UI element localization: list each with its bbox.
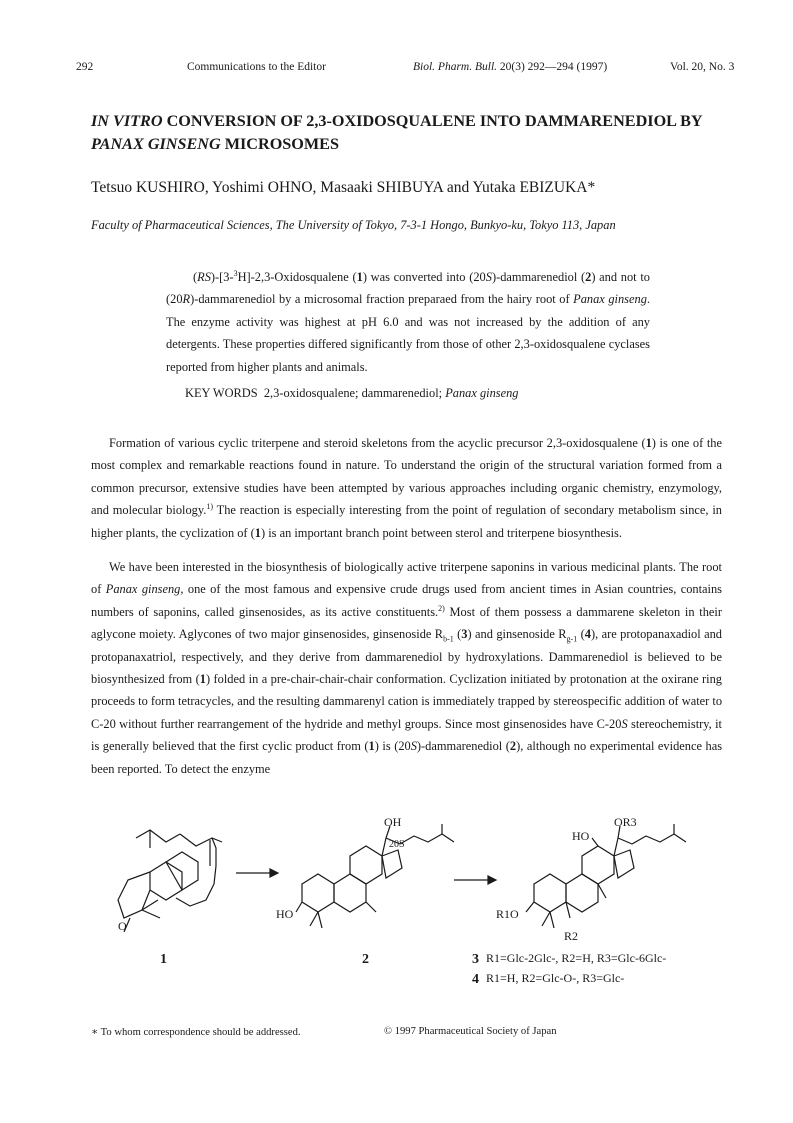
species-name: Panax ginseng, [105,582,184,597]
epoxide-o: O [118,919,127,933]
volume-label: Vol. 20, No. 3 [670,61,735,73]
compound-ref: 2 [509,739,517,754]
page-number: 292 [76,61,94,73]
abstract-text: )-[3- [210,270,234,284]
compound-ref: 1 [356,270,363,284]
para-text: ) and ginsenoside R [467,627,567,642]
abstract-rs: RS [197,270,211,284]
abstract-text: . The enzyme activity was highest at pH 6.0 and was not increased by the addition of any detergents. These properties differed significantly from those of other 2,3-oxidosqualene cyclases reported from higher plants and animals. [166,292,650,374]
title-italic-1: IN VITRO [91,112,163,130]
compound-ref: 3 [461,627,468,642]
isotope-sup: 3 [233,268,238,278]
reference-sup: 2) [438,603,445,613]
ho-label-3: HO [572,829,590,843]
para-text: stereochemistry, it is generally believed that the first cyclic product from ( [91,716,722,754]
structure-3-4 [526,824,686,928]
journal-name: Biol. Pharm. Bull. [413,61,498,73]
para-text: ) is (20 [374,739,411,754]
para-text: ( [453,627,462,642]
abstract-text: )-dammarenediol by a microsomal fraction preparaed from the hairy root of [190,292,574,307]
para-text: ) folded in a pre-chair-chair-chair conformation. Cyclization initiated by protonation at the oxirane ring proceeds to form tetracycles, and the resulting dammarenyl cation is immediately trapped by stereospecific addition of water to C-20 without further rearrangement of the hydride and methyl groups. Since most ginsenosides have C-20 [91,672,723,731]
reference-sup: 1) [206,502,214,512]
compound-ref: 4 [584,627,591,642]
title-rest-1: CONVERSION OF 2,3-OXIDOSQUALENE INTO DAMMARENEDIOL BY [162,112,703,130]
para-text: ) is one of the most complex and remarkable reactions found in nature. To understand the origin of the structural variation formed from a common precursor, extensive studies have been attempted by various approaches including organic chemistry, enzymology, and molecular biology. [91,436,722,518]
citation-text: 20(3) 292—294 (1997) [499,61,608,73]
para-text: Most of them possess a dammarene skeleton in their aglycone moiety. Aglycones of two major ginsenosides, ginsenoside R [91,604,722,642]
subscript: b-1 [443,634,454,644]
stereo-label: S [410,739,417,754]
c20s-label: 20S [389,839,405,850]
abstract-text: ) was converted into (20 [362,270,486,284]
compound-ref: 1 [199,672,206,687]
compound-label-1: 1 [160,952,167,967]
para-text: ), are protopanaxadiol and protopanaxatriol, respectively, and they derive from dammarenediol by hydroxylations. Dammarenediol is believed to be biosynthesized from ( [91,627,722,687]
para-text: We have been interested in the biosynthesis of biologically active triterpene saponins in various medicinal plants. The root of [91,560,722,597]
stereo-label: S [485,270,492,284]
author-list: Tetsuo KUSHIRO, Yoshimi OHNO, Masaaki SHIBUYA and Yutaka EBIZUKA* [91,179,596,196]
title-rest-2: MICROSOMES [220,135,339,153]
arrow-1 [236,869,278,877]
affiliation: Faculty of Pharmaceutical Sciences, The University of Tokyo, 7-3-1 Hongo, Bunkyo-ku, Tokyo 113, Japan [91,218,616,232]
compound-label-2: 2 [362,952,369,967]
species-name: Panax ginseng [573,292,647,307]
para-text: Formation of various cyclic triterpene and steroid skeletons from the acyclic precursor 2,3-oxidosqualene ( [109,436,646,450]
journal-citation [413,61,607,73]
title-italic-2: PANAX GINSENG [91,135,221,153]
keywords [185,386,519,401]
abstract-text: )-dammarenediol ( [491,270,586,284]
compound-label-4: 4 [472,972,479,987]
oh-label: OH [384,815,402,829]
para-text: ), although no experimental evidence has been reported. To detect the enzyme [91,739,723,776]
r1o-label: R1O [496,907,519,921]
subscript: g-1 [566,634,578,644]
reaction-scheme [0,800,793,1000]
correspondence-note: ∗ To whom correspondence should be addressed. [91,1027,301,1038]
keywords-label: KEY WORDS [185,386,258,400]
para-text: one of the most famous and expensive crude drugs used from ancient times in Asian countries, contains numbers of saponins, called ginsenosides, as its active constituents. [91,582,723,619]
legend-4: R1=H, R2=Glc-O-, R3=Glc- [486,971,625,985]
structure-1 [118,830,222,932]
compound-ref: 1 [368,739,375,754]
copyright: © 1997 Pharmaceutical Society of Japan [384,1026,557,1037]
compound-ref: 1 [254,525,261,540]
abstract: (RS)-[3-$^3$H]-2,3-Oxidosqualene (1) was converted into (20S)-dammarenediol (2) and not to (20R)-dammarenediol by a microsomal fraction preparaed from the hairy root of Panax ginseng. The enzyme activity was highest at pH 6.0 and was not increased by the addition of any detergents. These properties differed significantly from those of other 2,3-oxidosqualene cyclases reported from higher plants and animals. [166,268,650,374]
abstract-text: H]-2,3-Oxidosqualene ( [237,270,357,284]
arrow-2 [454,876,496,884]
abstract-text: ) and not to (20 [166,270,650,307]
keywords-species: Panax ginseng [445,386,519,400]
section-label: Communications to the Editor [187,61,326,73]
keywords-list: 2,3-oxidosqualene; dammarenediol; [263,386,446,400]
legend-3: R1=Glc-2Glc-, R2=H, R3=Glc-6Glc- [486,951,667,965]
article-title [91,110,731,156]
body-paragraph-1 [91,432,722,544]
para-text: )-dammarenediol ( [416,739,510,754]
para-text: ) is an important branch point between sterol and triterpene biosynthesis. [260,525,622,540]
structure-2 [296,824,454,928]
compound-label-3: 3 [472,952,479,967]
stereo-label: S [621,716,628,731]
body-paragraph-2 [91,556,722,780]
compound-ref: 1 [645,436,652,450]
r2-label: R2 [564,929,579,943]
compound-ref: 2 [585,270,592,284]
or3-label: OR3 [614,815,637,829]
stereo-label: R [182,292,191,307]
ho-label-2: HO [276,907,294,921]
para-text: ( [577,627,585,642]
para-text: The reaction is especially interesting from the point of regulation of secondary metabolism since, in higher plants, the cyclization of ( [91,503,722,540]
